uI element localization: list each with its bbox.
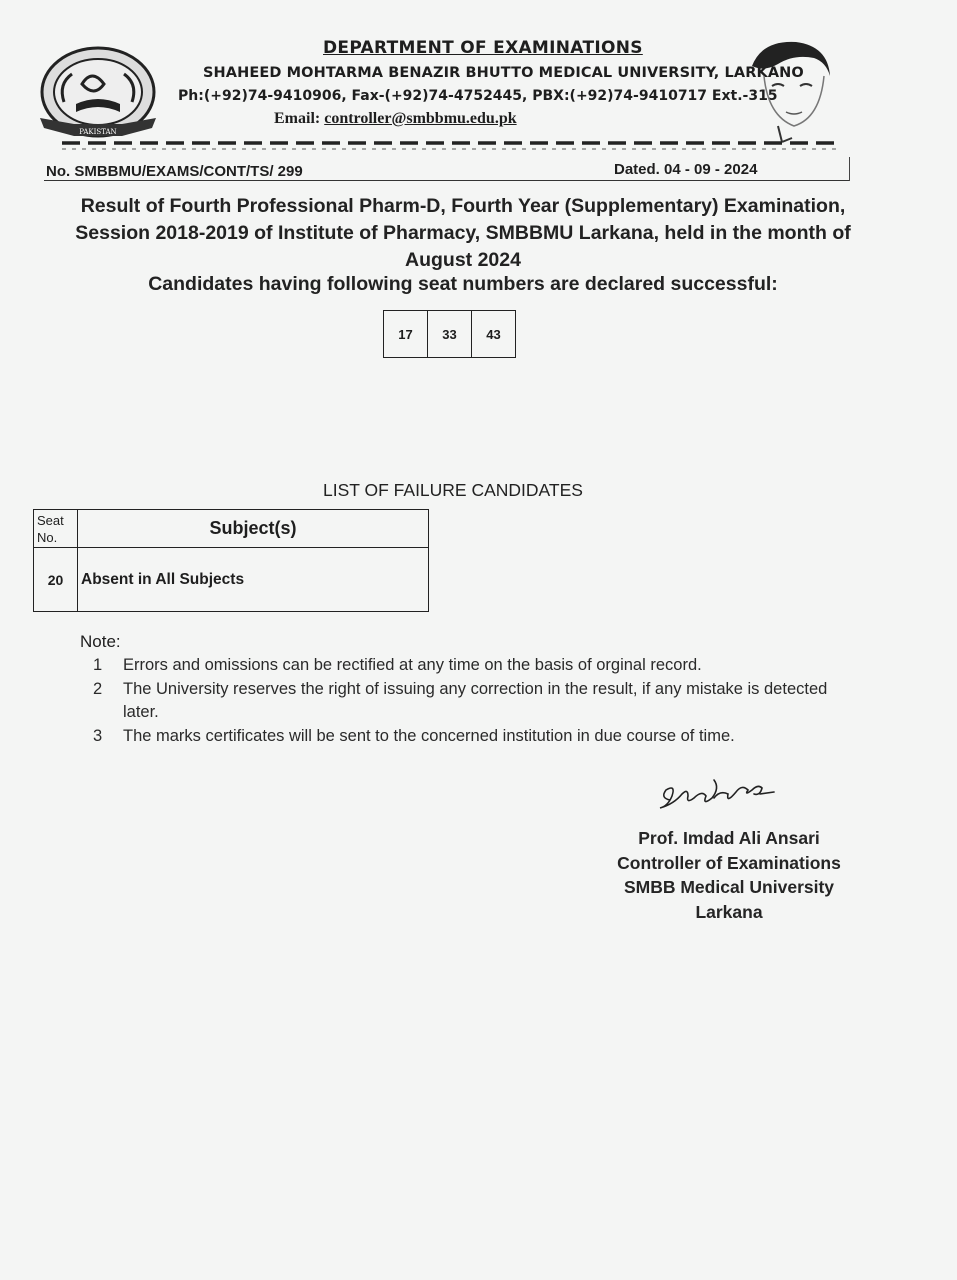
seat-number-cell: 17 [384, 311, 428, 358]
note-text: The University reserves the right of issuing any correction in the result, if any mistake is detected later. [123, 680, 828, 721]
email-line [274, 110, 517, 128]
founder-portrait [742, 36, 838, 146]
department-title: DEPARTMENT OF EXAMINATIONS [323, 38, 643, 58]
document-date: Dated. 04 - 09 - 2024 [614, 161, 758, 178]
failure-list-title: LIST OF FAILURE CANDIDATES [323, 480, 583, 500]
signatory-block [600, 826, 858, 924]
column-header-seat [34, 510, 78, 548]
email-label: Email: [274, 110, 321, 127]
table-header-row [34, 510, 429, 548]
heading-line-3: August 2024 [405, 249, 521, 271]
university-logo [36, 44, 196, 144]
heading-line-2: Session 2018-2019 of Institute of Pharmacy, SMBBMU Larkana, held in the month of [75, 222, 851, 244]
table-row [34, 548, 429, 612]
reference-number: No. SMBBMU/EXAMS/CONT/TS/ 299 [46, 163, 303, 180]
note-number: 1 [93, 656, 103, 674]
successful-seats-table [383, 310, 516, 358]
seat-header-line-2: No. [37, 529, 58, 545]
email-address[interactable]: controller@smbbmu.edu.pk [324, 110, 517, 127]
success-statement: Candidates having following seat numbers are declared successful: [148, 273, 778, 295]
failure-seat-cell: 20 [34, 548, 78, 612]
note-number: 3 [93, 727, 103, 745]
signatory-organization: SMBB Medical University [623, 877, 835, 897]
letterhead-divider [62, 139, 837, 151]
handwritten-signature [656, 766, 786, 822]
signatory-name: Prof. Imdad Ali Ansari [638, 828, 820, 848]
university-name: SHAHEED MOHTARMA BENAZIR BHUTTO MEDICAL UNIVERSITY, LARKANO [203, 65, 804, 81]
seat-number-cell: 43 [472, 311, 516, 358]
signatory-title: Controller of Examinations [617, 852, 841, 873]
column-header-subjects: Subject(s) [78, 510, 429, 548]
signatory-city: Larkana [695, 901, 763, 922]
note-text: The marks certificates will be sent to the concerned institution in due course of time. [123, 727, 735, 745]
reference-rule [44, 180, 850, 181]
contact-numbers: Ph:(+92)74-9410906, Fax-(+92)74-4752445, PBX:(+92)74-9410717 Ext.-315 [178, 88, 778, 104]
failure-subjects-cell: Absent in All Subjects [78, 548, 429, 612]
note-number: 2 [93, 680, 103, 698]
seat-number-cell: 33 [428, 311, 472, 358]
table-row [384, 311, 516, 358]
failure-table [33, 509, 429, 612]
reference-rule-end [849, 157, 850, 181]
note-text: Errors and omissions can be rectified at any time on the basis of orginal record. [123, 656, 702, 674]
heading-line-1: Result of Fourth Professional Pharm-D, Fourth Year (Supplementary) Examination, [80, 195, 846, 217]
seat-header-line-1: Seat [37, 512, 64, 528]
logo-banner-text: PAKISTAN [79, 128, 117, 136]
notes-label: Note: [80, 632, 121, 651]
result-heading [40, 193, 886, 274]
